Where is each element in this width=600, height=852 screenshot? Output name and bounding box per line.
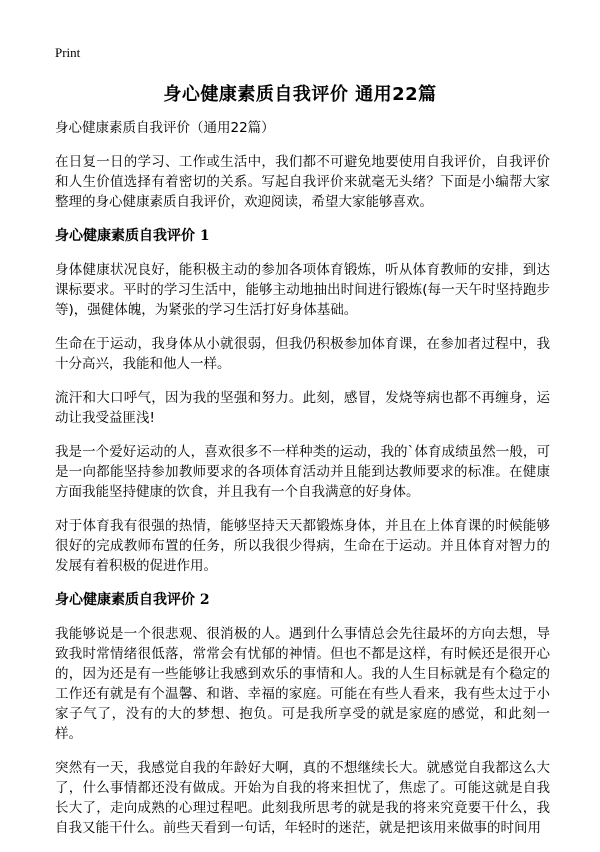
intro-paragraph: 在日复一日的学习、工作或生活中，我们都不可避免地要使用自我评价，自我评价和人生价值选择有着密切的关系。写起自我评价来就毫无头绪？下面是小编帮大家整理的身心健康素质自我评价，欢迎阅读，希望大家能够喜欢。 bbox=[55, 154, 550, 210]
document-subtitle: 身心健康素质自我评价（通用22篇） bbox=[55, 120, 275, 136]
section-2-paragraph: 我能够说是一个很悲观、很消极的人。遇到什么事情总会先往最坏的方向去想，导致我时常情绪很低落，常常会有忧郁的神情。但也不都是这样，有时候还是很开心的，因为还是有一些能够让我感到欢乐的事情和人。我的人生目标就是有个稳定的工作还有就是有个温馨、和谐、幸福的家庭。可能在有些人看来，我有些太过于小家子气了，没有的大的梦想、抱负。可是我所享受的就是家庭的感觉，和此刻一样。 bbox=[55, 626, 550, 742]
section-2-paragraph: 突然有一天，我感觉自我的年龄好大啊，真的不想继续长大。就感觉自我都这么大了，什么事情都还没有做成。开始为自我的将来担忧了，焦虑了。可能这就是自我长大了，走向成熟的心理过程吧。此刻我所思考的就是我的将来究竟要干什么，我自我又能干什么。前些天看到一句话，年轻时的迷茫，就是把该用来做事的时间用 bbox=[55, 760, 550, 836]
section-1-paragraph: 对于体育我有很强的热情，能够坚持天天都锻炼身体，并且在上体育课的时候能够很好的完成教师布置的任务，所以我很少得病，生命在于运动。并且体育对智力的发展有着积极的促进作用。 bbox=[55, 518, 550, 574]
section-1-paragraph: 生命在于运动，我身体从小就很弱，但我仍积极参加体育课，在参加者过程中，我十分高兴，我能和他人一样。 bbox=[55, 336, 550, 372]
section-heading-1: 身心健康素质自我评价 1 bbox=[55, 228, 210, 244]
section-heading-2: 身心健康素质自我评价 2 bbox=[55, 592, 210, 608]
section-1-paragraph: 流汗和大口呼气，因为我的坚强和努力。此刻，感冒，发烧等病也都不再缠身，运动让我受益匪浅! bbox=[55, 390, 550, 426]
article-body bbox=[55, 118, 550, 852]
page-title: 身心健康素质自我评价 通用22篇 bbox=[163, 84, 437, 105]
section-1-paragraph: 我是一个爱好运动的人，喜欢很多不一样种类的运动，我的`体育成绩虽然一般，可是一向都能坚持参加教师要求的各项体育活动并且能到达教师要求的标准。在健康方面我能坚持健康的饮食，并且我有一个自我满意的好身体。 bbox=[55, 444, 550, 500]
print-link[interactable]: Print bbox=[55, 45, 81, 60]
section-1-paragraph: 身体健康状况良好，能积极主动的参加各项体育锻炼，听从体育教师的安排，到达课标要求。平时的学习生活中，能够主动地抽出时间进行锻炼(每一天午时坚持跑步等)，强健体魄，为紧张的学习生活打好身体基础。 bbox=[55, 262, 550, 318]
